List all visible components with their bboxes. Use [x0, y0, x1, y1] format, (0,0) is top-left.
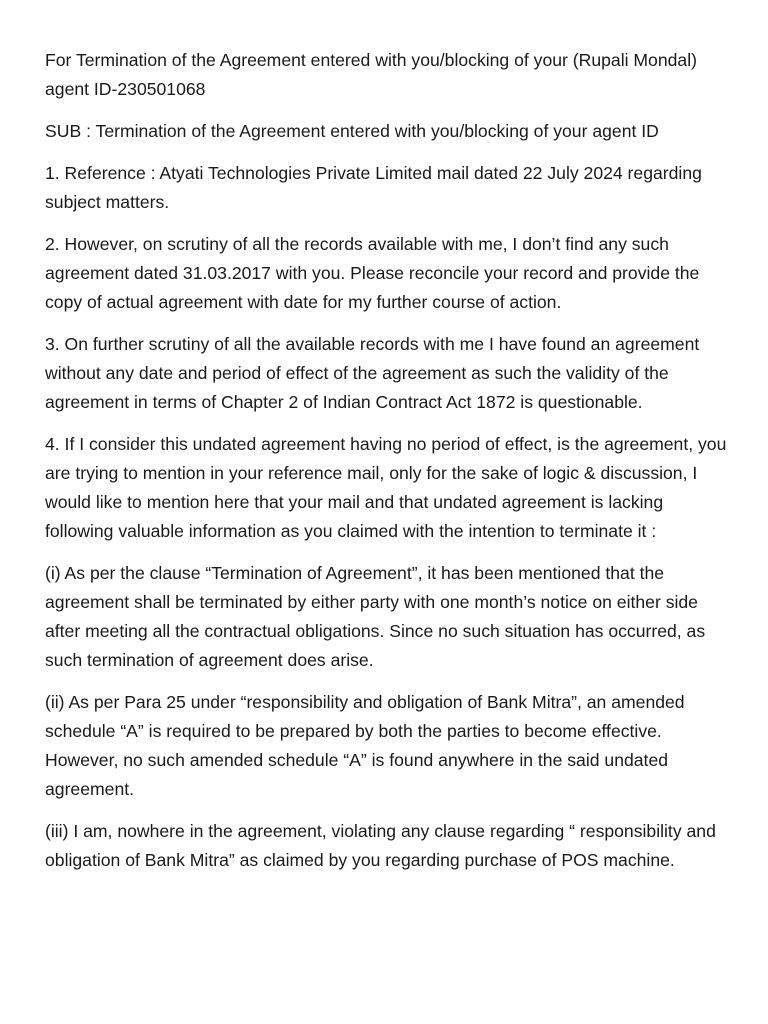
subject-line: SUB : Termination of the Agreement entered with you/blocking of your agent ID	[45, 121, 659, 141]
paragraph-3-further-scrutiny: 3. On further scrutiny of all the available records with me I have found an agreement without any date and period of effect of the agreement as such the validity of the agreement in terms of Chapter 2 of Indian Contract Act 1872 is questionable.	[45, 334, 700, 412]
heading-line: For Termination of the Agreement entered with you/blocking of your (Rupali Mondal) agent ID-230501068	[45, 50, 697, 99]
document-body	[45, 46, 735, 888]
point-i-termination-clause: (i) As per the clause “Termination of Agreement”, it has been mentioned that the agreement shall be terminated by either party with one month’s notice on either side after meeting all the contractual obligations. Since no such situation has occurred, as such termination of agreement does arise.	[45, 563, 706, 670]
point-iii-pos-machine: (iii) I am, nowhere in the agreement, violating any clause regarding “ responsibility and obligation of Bank Mitra” as claimed by you regarding purchase of POS machine.	[45, 821, 716, 870]
paragraph-2-scrutiny: 2. However, on scrutiny of all the records available with me, I don’t find any such agreement dated 31.03.2017 with you. Please reconcile your record and provide the copy of actual agreement with date for my further course of action.	[45, 234, 700, 312]
paragraph-1-reference: 1. Reference : Atyati Technologies Private Limited mail dated 22 July 2024 regarding subject matters.	[45, 163, 702, 212]
point-ii-schedule-a: (ii) As per Para 25 under “responsibility and obligation of Bank Mitra”, an amended schedule “A” is required to be prepared by both the parties to become effective. However, no such amended schedule “A” is found anywhere in the said undated agreement.	[45, 692, 685, 799]
paragraph-4-undated-agreement: 4. If I consider this undated agreement having no period of effect, is the agreement, you are trying to mention in your reference mail, only for the sake of logic & discussion, I would like to mention here that your mail and that undated agreement is lacking following valuable information as you claimed with the intention to terminate it :	[45, 434, 727, 541]
